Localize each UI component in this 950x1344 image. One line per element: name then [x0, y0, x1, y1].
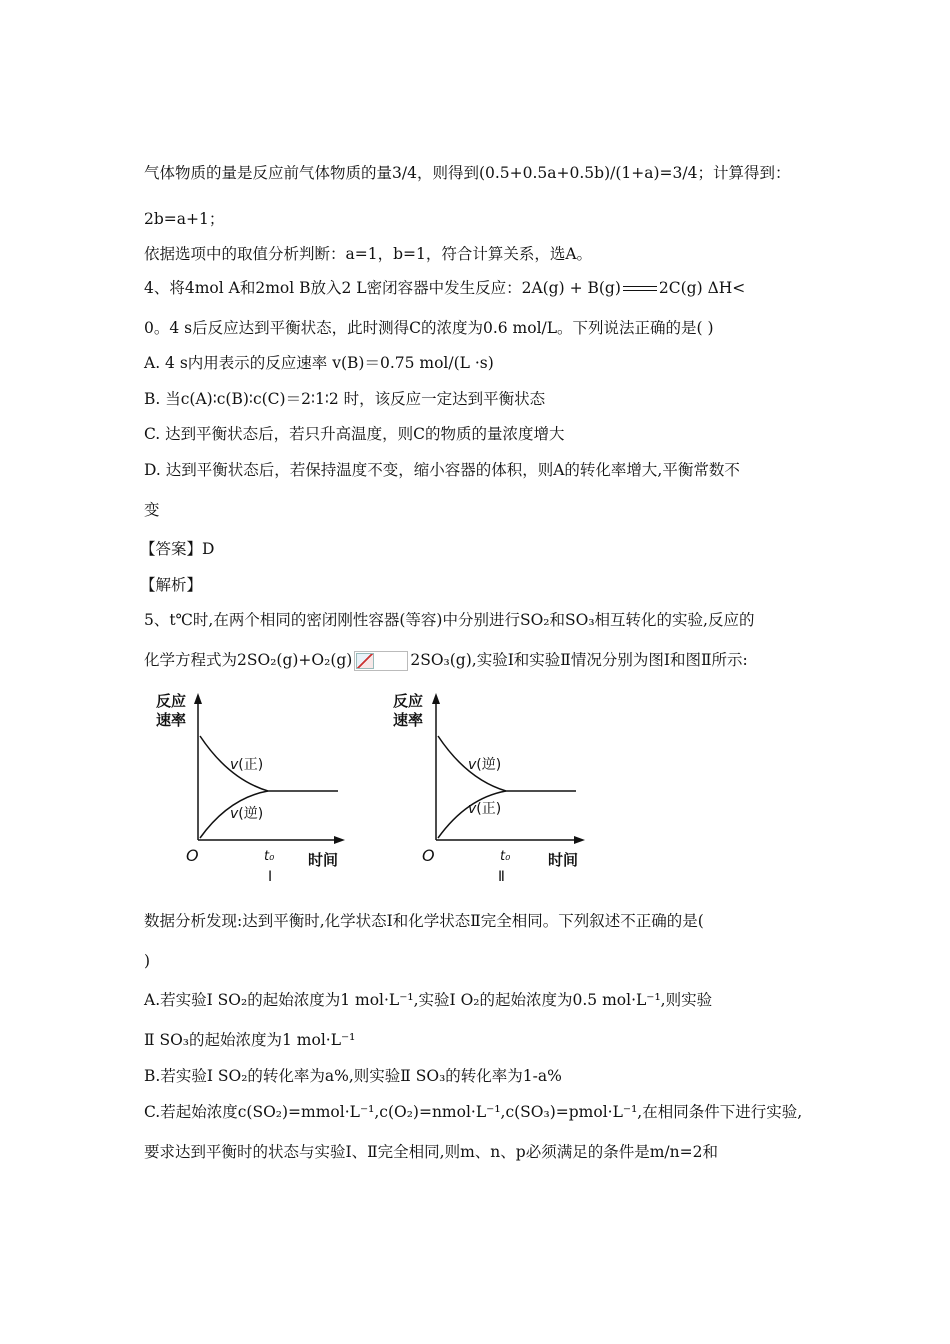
series-label: v(逆) — [230, 806, 264, 822]
y-axis-arrow-icon — [432, 693, 440, 704]
series-label: v(正) — [230, 757, 264, 773]
graph-2 — [393, 692, 585, 885]
answer-label: 【答案】D — [140, 540, 215, 558]
series-label: v(正) — [468, 801, 502, 817]
x-axis-label: 时间 — [308, 851, 339, 869]
x-axis-arrow-icon — [574, 836, 585, 844]
analysis-label: 【解析】 — [140, 576, 203, 594]
option-a: A.若实验Ⅰ SO₂的起始浓度为1 mol·L⁻¹,实验Ⅰ O₂的起始浓度为0.5 mol·L⁻¹,则实验 — [144, 991, 713, 1009]
text-fragment: 2C(g) ΔH< — [658, 279, 746, 297]
option-b: B. 当c(A)∶c(B)∶c(C)＝2∶1∶2 时，该反应一定达到平衡状态 — [144, 390, 546, 408]
graph-title: Ⅱ — [498, 869, 505, 885]
option-b: B.若实验Ⅰ SO₂的转化率为a%,则实验Ⅱ SO₃的转化率为1-a% — [144, 1067, 562, 1085]
graph-title: Ⅰ — [268, 869, 273, 885]
origin-label: O — [422, 846, 435, 865]
text-line: 2b=a+1； — [144, 210, 225, 228]
option-d: D. 达到平衡状态后，若保持温度不变，缩小容器的体积，则A的转化率增大,平衡常数不 — [144, 461, 740, 479]
text-fragment: 化学方程式为2SO₂(g)+O₂(g) — [144, 651, 353, 669]
x-axis-arrow-icon — [334, 836, 345, 844]
y-axis-label-line1: 反应 — [393, 692, 424, 710]
rate-time-graphs — [150, 688, 610, 888]
text-fragment: 4、将4mol A和2mol B放入2 L密闭容器中发生反应：2A(g) + B(g) — [144, 279, 621, 297]
y-axis-label-line2: 速率 — [393, 711, 424, 729]
text-line: 数据分析发现:达到平衡时,化学状态Ⅰ和化学状态Ⅱ完全相同。下列叙述不正确的是( — [144, 912, 704, 930]
text-line: 要求达到平衡时的状态与实验Ⅰ、Ⅱ完全相同,则m、n、p必须满足的条件是m/n=2和 — [144, 1143, 718, 1161]
broken-image-icon — [354, 651, 408, 671]
option-c: C.若起始浓度c(SO₂)=mmol·L⁻¹,c(O₂)=nmol·L⁻¹,c(SO₃)=pmol·L⁻¹,在相同条件下进行实验, — [144, 1103, 803, 1121]
x-tick-label: t₀ — [264, 849, 275, 864]
question-5-equation — [144, 650, 748, 671]
option-a: A. 4 s内用表示的反应速率 v(B)＝0.75 mol/(L ·s) — [144, 354, 494, 372]
question-5-stem: 5、t℃时,在两个相同的密闭刚性容器(等容)中分别进行SO₂和SO₃相互转化的实验,反应的 — [144, 611, 755, 629]
graph-1 — [156, 692, 345, 885]
y-axis-label-line2: 速率 — [156, 711, 187, 729]
text-line: 0。4 s后反应达到平衡状态，此时测得C的浓度为0.6 mol/L。下列说法正确的是( ) — [144, 319, 714, 337]
text-line: 依据选项中的取值分析判断：a=1，b=1，符合计算关系，选A。 — [144, 245, 593, 263]
reverse-rate-curve — [438, 736, 576, 791]
option-c: C. 达到平衡状态后，若只升高温度，则C的物质的量浓度增大 — [144, 425, 565, 443]
question-4-stem — [144, 278, 745, 298]
x-axis-label: 时间 — [548, 851, 579, 869]
equilibrium-arrow-icon — [623, 283, 657, 295]
text-line: ) — [144, 952, 151, 970]
y-axis-arrow-icon — [194, 693, 202, 704]
text-line: 气体物质的量是反应前气体物质的量3/4，则得到(0.5+0.5a+0.5b)/(1+a)=3/4；计算得到： — [144, 164, 791, 182]
origin-label: O — [186, 846, 199, 865]
text-fragment: 2SO₃(g),实验Ⅰ和实验Ⅱ情况分别为图Ⅰ和图Ⅱ所示: — [410, 651, 748, 669]
y-axis-label-line1: 反应 — [156, 692, 187, 710]
forward-rate-curve — [200, 736, 338, 791]
x-tick-label: t₀ — [500, 849, 511, 864]
text-line: 变 — [144, 501, 160, 519]
series-label: v(逆) — [468, 757, 502, 773]
text-line: Ⅱ SO₃的起始浓度为1 mol·L⁻¹ — [144, 1031, 356, 1049]
